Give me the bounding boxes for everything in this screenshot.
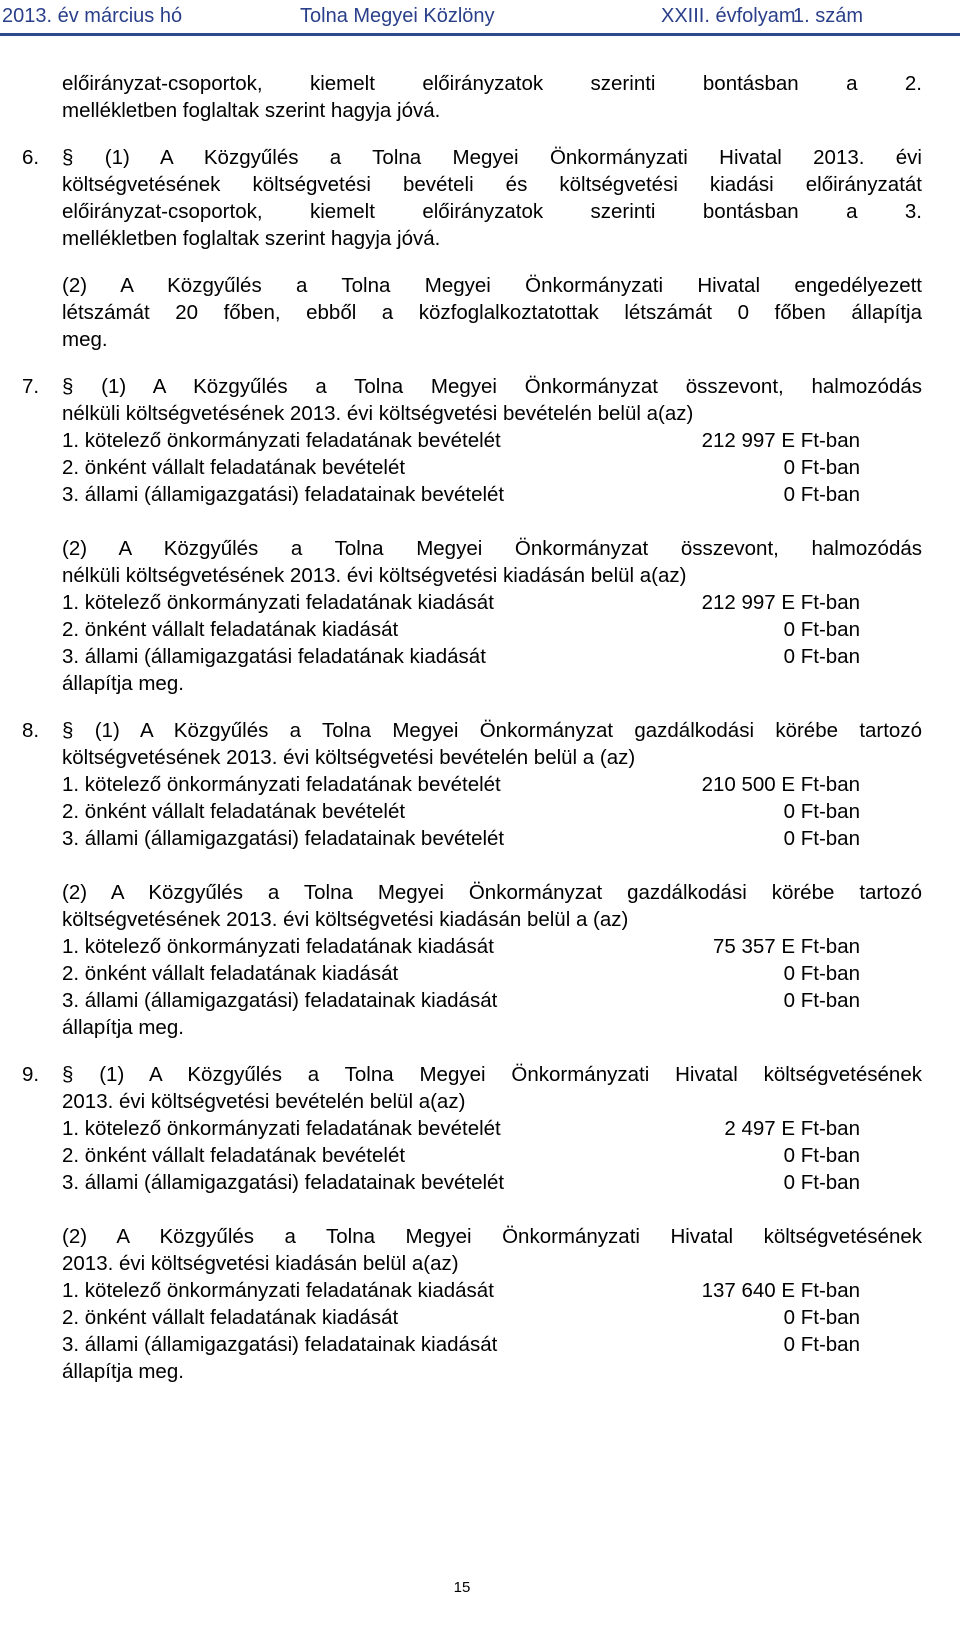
amount-row: [62, 1115, 922, 1142]
amount-row: [62, 589, 922, 616]
amount-value: 137 640 E Ft-ban: [701, 1279, 860, 1302]
amount-row: [62, 771, 922, 798]
amount-row: [62, 825, 922, 852]
paragraph-line: költségvetésének 2013. évi költségvetési bevételén belül a (az): [62, 746, 636, 769]
amount-label: 3. állami (államigazgatási) feladatainak bevételét: [62, 1171, 505, 1194]
section-number: 7.: [22, 375, 40, 398]
paragraph-line: § (1) A Közgyűlés a Tolna Megyei Önkormányzat összevont, halmozódás: [62, 375, 922, 398]
amount-row: [62, 960, 922, 987]
document-body: [22, 70, 922, 1385]
header-number: 1. szám: [793, 5, 864, 27]
paragraph-line: § (1) A Közgyűlés a Tolna Megyei Önkormányzati Hivatal költségvetésének: [62, 1063, 922, 1086]
paragraph-line: mellékletben foglaltak szerint hagyja jóvá.: [62, 227, 441, 250]
amount-row: [62, 427, 922, 454]
amount-label: 3. állami (államigazgatási) feladatainak kiadását: [62, 1333, 498, 1356]
page-header: [0, 0, 960, 36]
paragraph-line: (2) A Közgyűlés a Tolna Megyei Önkormányzat összevont, halmozódás: [62, 537, 922, 560]
amount-row: [62, 643, 922, 670]
amount-value: 0 Ft-ban: [783, 645, 860, 668]
paragraph-line: 2013. évi költségvetési kiadásán belül a(az): [62, 1252, 459, 1275]
amount-label: 1. kötelező önkormányzati feladatának kiadását: [62, 591, 494, 614]
amount-row: [62, 1142, 922, 1169]
amount-value: 0 Ft-ban: [783, 483, 860, 506]
amount-label: 3. állami (államigazgatási feladatának kiadását: [62, 645, 486, 668]
amount-row: [62, 481, 922, 508]
paragraph-line: (2) A Közgyűlés a Tolna Megyei Önkormányzati Hivatal költségvetésének: [62, 1225, 922, 1248]
paragraph-line: nélküli költségvetésének 2013. évi költségvetési kiadásán belül a(az): [62, 564, 687, 587]
amount-value: 0 Ft-ban: [783, 989, 860, 1012]
section-number: 8.: [22, 719, 40, 742]
amount-row: [62, 1277, 922, 1304]
section-8: [22, 717, 922, 1041]
amount-row: [62, 616, 922, 643]
amount-row: [62, 1331, 922, 1358]
amount-value: 0 Ft-ban: [783, 1144, 860, 1167]
paragraph-line: 2013. évi költségvetési bevételén belül a(az): [62, 1090, 466, 1113]
paragraph-line: § (1) A Közgyűlés a Tolna Megyei Önkormányzat gazdálkodási körébe tartozó: [62, 719, 922, 742]
section-9: [22, 1061, 922, 1385]
amount-label: 2. önként vállalt feladatának kiadását: [62, 1306, 399, 1329]
amount-label: 1. kötelező önkormányzati feladatának bevételét: [62, 1117, 501, 1140]
closing-line: állapítja meg.: [62, 672, 184, 695]
amount-value: 0 Ft-ban: [783, 618, 860, 641]
paragraph-line: (2) A Közgyűlés a Tolna Megyei Önkormányzati Hivatal engedélyezett: [62, 274, 922, 297]
amount-value: 0 Ft-ban: [783, 1171, 860, 1194]
amount-value: 2 497 E Ft-ban: [724, 1117, 860, 1140]
page-number: 15: [453, 1579, 471, 1596]
section-6: [22, 144, 922, 353]
amount-value: 0 Ft-ban: [783, 962, 860, 985]
paragraph-line: előirányzat-csoportok, kiemelt előirányzatok szerinti bontásban a 3.: [62, 200, 922, 223]
section-7: [22, 373, 922, 697]
amount-row: [62, 987, 922, 1014]
amount-label: 1. kötelező önkormányzati feladatának bevételét: [62, 773, 501, 796]
amount-label: 2. önként vállalt feladatának bevételét: [62, 800, 406, 823]
amount-label: 1. kötelező önkormányzati feladatának bevételét: [62, 429, 501, 452]
amount-value: 0 Ft-ban: [783, 800, 860, 823]
paragraph-line: nélküli költségvetésének 2013. évi költségvetési bevételén belül a(az): [62, 402, 694, 425]
closing-line: állapítja meg.: [62, 1360, 184, 1383]
paragraph-line: költségvetésének 2013. évi költségvetési kiadásán belül a (az): [62, 908, 629, 931]
header-volume: XXIII. évfolyam: [661, 5, 796, 27]
amount-row: [62, 1304, 922, 1331]
amount-value: 75 357 E Ft-ban: [712, 935, 860, 958]
amount-value: 0 Ft-ban: [783, 456, 860, 479]
amount-row: [62, 798, 922, 825]
amount-label: 2. önként vállalt feladatának bevételét: [62, 1144, 406, 1167]
amount-label: 2. önként vállalt feladatának kiadását: [62, 618, 399, 641]
amount-value: 0 Ft-ban: [783, 1306, 860, 1329]
amount-label: 3. állami (államigazgatási) feladatainak bevételét: [62, 827, 505, 850]
amount-value: 212 997 E Ft-ban: [701, 591, 860, 614]
amount-label: 1. kötelező önkormányzati feladatának kiadását: [62, 1279, 494, 1302]
amount-label: 1. kötelező önkormányzati feladatának kiadását: [62, 935, 494, 958]
amount-value: 210 500 E Ft-ban: [701, 773, 860, 796]
closing-line: állapítja meg.: [62, 1016, 184, 1039]
amount-label: 3. állami (államigazgatási) feladatainak bevételét: [62, 483, 505, 506]
amount-row: [62, 933, 922, 960]
amount-label: 3. állami (államigazgatási) feladatainak kiadását: [62, 989, 498, 1012]
amount-label: 2. önként vállalt feladatának bevételét: [62, 456, 406, 479]
paragraph-line: meg.: [62, 328, 108, 351]
intro-line: mellékletben foglaltak szerint hagyja jóvá.: [62, 99, 441, 122]
header-issue-date: 2013. év március hó: [2, 5, 183, 27]
paragraph-line: § (1) A Közgyűlés a Tolna Megyei Önkormányzati Hivatal 2013. évi: [62, 146, 922, 169]
header-publication: Tolna Megyei Közlöny: [300, 5, 495, 27]
amount-value: 0 Ft-ban: [783, 827, 860, 850]
amount-value: 212 997 E Ft-ban: [701, 429, 860, 452]
intro-line: előirányzat-csoportok, kiemelt előirányzatok szerinti bontásban a 2.: [62, 72, 922, 95]
amount-label: 2. önként vállalt feladatának kiadását: [62, 962, 399, 985]
section-number: 9.: [22, 1063, 40, 1086]
amount-row: [62, 1169, 922, 1196]
paragraph-line: (2) A Közgyűlés a Tolna Megyei Önkormányzat gazdálkodási körébe tartozó: [62, 881, 922, 904]
paragraph-line: költségvetésének költségvetési bevételi és költségvetési kiadási előirányzatát: [62, 173, 922, 196]
paragraph-line: létszámát 20 főben, ebből a közfoglalkoztatottak létszámát 0 főben állapítja: [62, 301, 922, 324]
amount-value: 0 Ft-ban: [783, 1333, 860, 1356]
section-number: 6.: [22, 146, 40, 169]
amount-row: [62, 454, 922, 481]
